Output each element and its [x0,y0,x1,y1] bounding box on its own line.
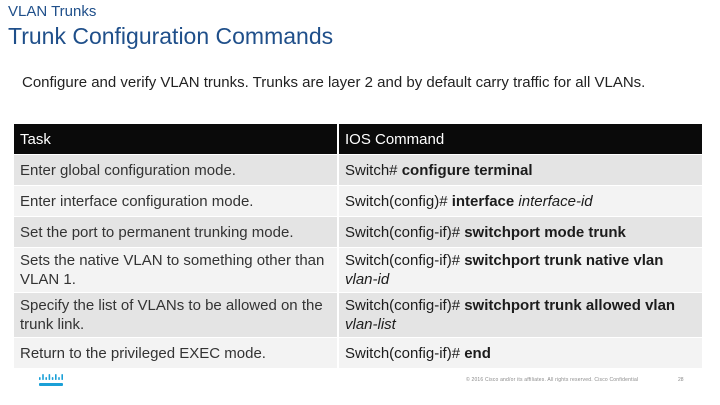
task-cell: Enter global configuration mode. [14,155,338,186]
page-number: 28 [678,377,684,383]
command-argument: vlan-id [345,271,390,288]
command-keyword: switchport trunk allowed vlan [464,297,676,314]
command-prompt: Switch(config-if)# [345,223,461,241]
intro-text: Configure and verify VLAN trunks. Trunks are layer 2 and by default carry traffic for all VLANs. [22,74,646,91]
command-argument: vlan-list [345,316,396,333]
command-keyword: switchport trunk native vlan [464,252,664,269]
column-header-task: Task [14,124,338,155]
command-keyword: switchport mode trunk [464,223,626,241]
command-prompt: Switch# [345,161,398,179]
slide-title: Trunk Configuration Commands [8,23,334,49]
command-cell [338,338,703,369]
task-cell: Sets the native VLAN to something other than VLAN 1. [14,248,338,293]
section-title: VLAN Trunks [8,3,97,20]
command-prompt: Switch(config-if)# [345,252,461,269]
cisco-logo-icon [38,371,66,389]
task-cell: Return to the privileged EXEC mode. [14,338,338,369]
command-prompt: Switch(config-if)# [345,297,461,314]
task-cell: Enter interface configuration mode. [14,186,338,217]
table-row [14,248,703,293]
table-header-row [14,124,703,155]
copyright-footer: © 2016 Cisco and/or its affiliates. All rights reserved. Cisco Confidential [466,377,639,383]
task-cell: Set the port to permanent trunking mode. [14,217,338,248]
command-cell [338,293,703,338]
command-cell [338,155,703,186]
command-argument: interface-id [518,192,593,210]
command-keyword: end [464,344,491,362]
command-cell [338,217,703,248]
command-table [14,124,704,369]
task-cell: Specify the list of VLANs to be allowed on the trunk link. [14,293,338,338]
command-cell [338,248,703,293]
command-prompt: Switch(config)# [345,192,448,210]
column-header-ios-command: IOS Command [338,124,703,155]
table-row [14,338,703,369]
command-cell [338,186,703,217]
table-row [14,293,703,338]
command-prompt: Switch(config-if)# [345,344,461,362]
command-keyword: interface [451,192,515,210]
table-row [14,217,703,248]
table-row [14,186,703,217]
table-row [14,155,703,186]
command-keyword: configure terminal [401,161,533,179]
